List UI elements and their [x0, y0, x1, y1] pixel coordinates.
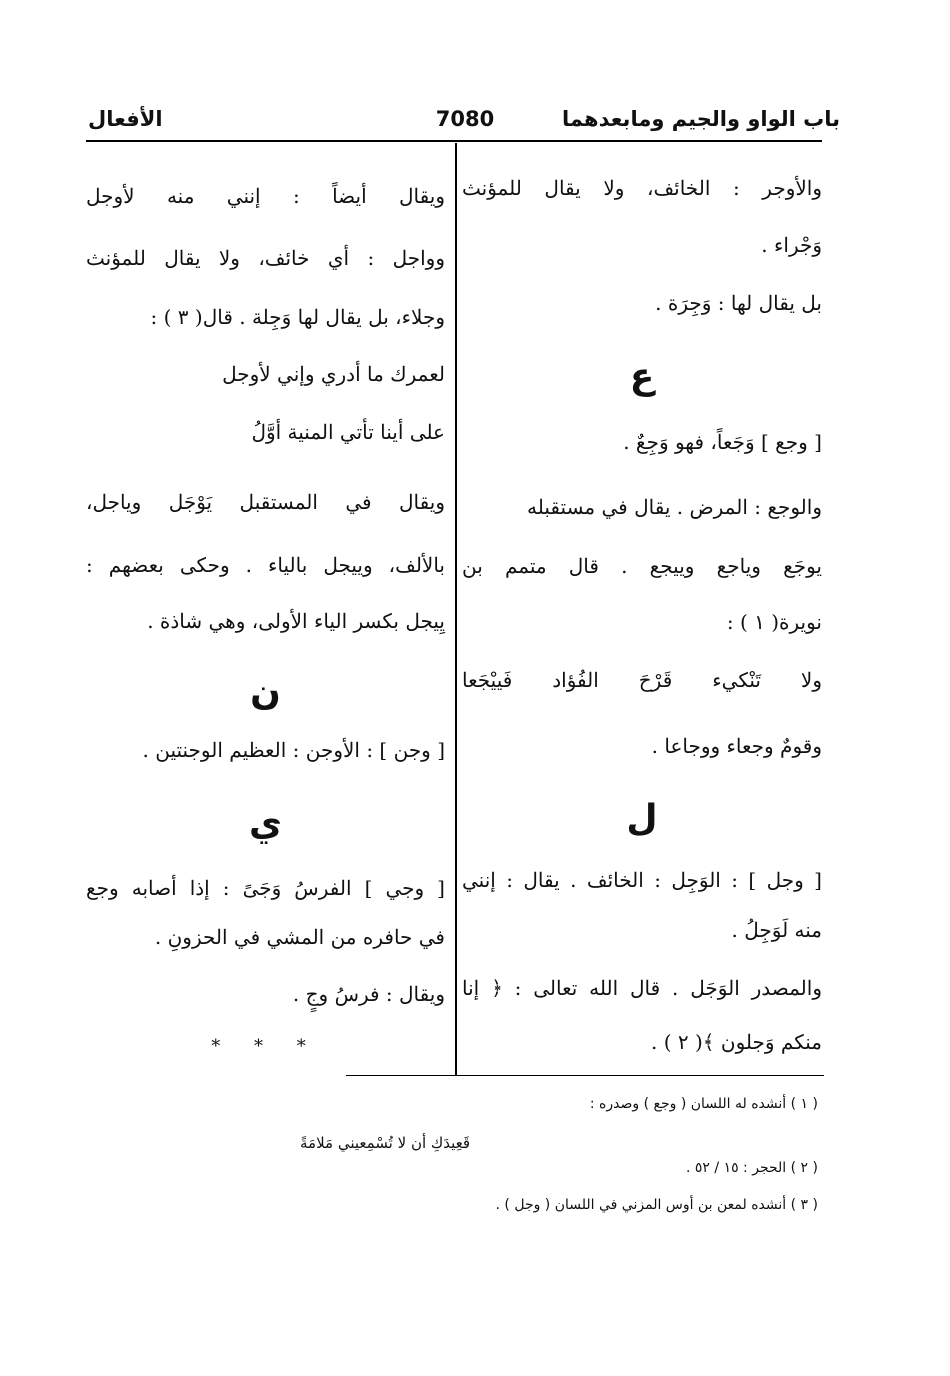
entry-line: يوجَع وياجع وييجع . قال متمم بن: [462, 554, 822, 578]
letter-heading-ain: ع: [629, 356, 655, 397]
header-rule: [86, 140, 822, 142]
section-heading: الأفعال: [88, 107, 163, 131]
entry-line: منكم وَجلون ﴾( ٢ ) .: [651, 1030, 822, 1054]
entry-line: نويرة( ١ ) :: [726, 610, 822, 634]
verse-line: على أينا تأتي المنية أوَّلُ: [251, 420, 445, 444]
verse-line: لعمرك ما أدري وإني لأوجل: [222, 362, 445, 386]
entry-line: ويقال أيضاً : إنني منه لأوجل: [86, 184, 445, 208]
page-number: 7080: [435, 107, 495, 131]
entry-line: والوجع : المرض . يقال في مستقبله: [527, 495, 822, 519]
entry-line: ويقال في المستقبل يَوْجَل وياجل،: [86, 490, 445, 514]
entry-line: [ وجل ] : الوَجِل : الخائف . يقال : إنني: [462, 868, 822, 892]
entry-line: وَجْراء .: [761, 233, 822, 257]
entry-line: بالألف، وييجل بالياء . وحكى بعضهم :: [86, 553, 445, 577]
entry-line: ويقال : فرسُ وجٍ .: [292, 982, 445, 1006]
entry-line: [ وجي ] الفرسُ وَجَىً : إذا أصابه وجع: [86, 876, 445, 900]
footnote-1: ( ١ ) أنشده له اللسان ( وجع ) وصدره :: [589, 1096, 818, 1112]
entry-line: [ وجع ] وَجَعاً، فهو وَجِعٌ .: [623, 430, 822, 454]
entry-line: والمصدر الوَجَل . قال الله تعالى : ﴿ إنا: [462, 976, 822, 1000]
letter-heading-nun: ن: [250, 672, 281, 713]
entry-line: [ وجن ] : الأوجن : العظيم الوجنتين .: [142, 738, 445, 762]
footnote-2: ( ٢ ) الحجر : ١٥ / ٥٢ .: [685, 1160, 818, 1176]
entry-line: وواجل : أي خائف، ولا يقال للمؤنث: [86, 246, 445, 270]
letter-heading-lam: ل: [626, 798, 658, 839]
footnote-rule: [346, 1075, 824, 1076]
verse-line: ولا تَنْكيء قَرْحَ الفُؤاد فَييْجَعا: [462, 668, 822, 692]
section-end-stars: * * *: [211, 1036, 320, 1057]
entry-line: يِيجل بكسر الياء الأولى، وهي شاذة .: [147, 609, 445, 633]
footnote-1-verse: قَعِيدَكِ أن لا تُسْمِعيني مَلامَةً: [300, 1134, 471, 1152]
entry-line: في حافره من المشي في الحزونِ .: [154, 925, 445, 949]
entry-line: وقومٌ وجعاء ووجاعا .: [651, 734, 822, 758]
entry-line: والأوجر : الخائف، ولا يقال للمؤنث: [462, 176, 822, 200]
entry-line: بل يقال لها : وَجِرَة .: [655, 291, 822, 315]
entry-line: منه لَوَجِلُ .: [731, 918, 822, 942]
entry-line: وجلاء، بل يقال لها وَجِلة . قال( ٣ ) :: [150, 305, 445, 329]
letter-heading-ya: ي: [249, 803, 282, 844]
column-divider: [455, 143, 457, 1075]
footnote-3: ( ٣ ) أنشده لمعن بن أوس المزني في اللسان ( وجل ) .: [495, 1197, 818, 1213]
chapter-heading: باب الواو والجيم ومابعدهما: [562, 107, 840, 131]
